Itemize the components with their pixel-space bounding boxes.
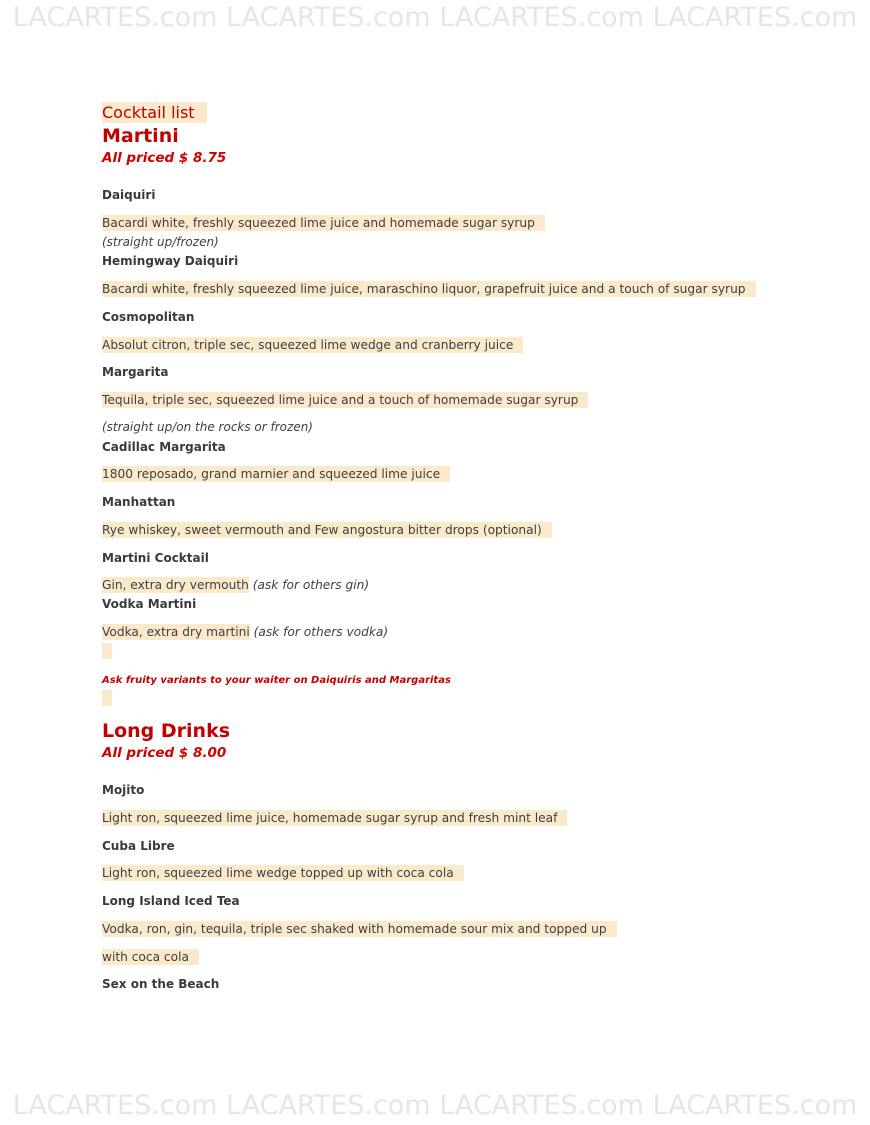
- watermark-top: LACARTES.com LACARTES.com LACARTES.com LACARTES.com: [12, 2, 858, 33]
- item-note-martini-cocktail: (ask for others gin): [252, 578, 370, 592]
- highlight-marker: [102, 643, 112, 663]
- item-name-martini-cocktail: Martini Cocktail: [102, 551, 209, 565]
- item-name-hemingway-daiquiri: Hemingway Daiquiri: [102, 254, 239, 268]
- watermark-bottom: LACARTES.com LACARTES.com LACARTES.com LACARTES.com: [12, 1090, 858, 1121]
- item-name-cosmopolitan: Cosmopolitan: [102, 310, 195, 324]
- item-name-cuba-libre: Cuba Libre: [102, 839, 175, 853]
- martini-price: All priced $ 8.75: [102, 150, 227, 166]
- item-name-cadillac-margarita: Cadillac Margarita: [102, 440, 226, 454]
- item-desc-cosmopolitan: Absolut citron, triple sec, squeezed lime wedge and cranberry juice: [102, 338, 523, 352]
- long-drinks-price: All priced $ 8.00: [102, 745, 227, 761]
- item-note-margarita: (straight up/on the rocks or frozen): [102, 420, 313, 434]
- item-desc-hemingway-daiquiri: Bacardi white, freshly squeezed lime juice, maraschino liquor, grapefruit juice and a touch of sugar syrup: [102, 282, 756, 296]
- item-name-mojito: Mojito: [102, 783, 145, 797]
- long-drinks-section-title: Long Drinks: [102, 720, 231, 742]
- item-note-vodka-martini: (ask for others vodka): [253, 625, 389, 639]
- item-name-long-island-iced-tea: Long Island Iced Tea: [102, 894, 240, 908]
- item-name-sex-on-the-beach: Sex on the Beach: [102, 977, 220, 991]
- cocktail-list-title: Cocktail list: [102, 103, 207, 122]
- highlight-marker: [102, 690, 112, 710]
- item-desc-martini-cocktail: Gin, extra dry vermouth (ask for others gin): [102, 578, 370, 592]
- item-desc-long-island-iced-tea: Vodka, ron, gin, tequila, triple sec shaked with homemade sour mix and topped up: [102, 922, 617, 936]
- item-name-daiquiri: Daiquiri: [102, 188, 156, 202]
- fruity-variants-note: Ask fruity variants to your waiter on Daiquiris and Margaritas: [102, 675, 451, 686]
- item-desc-long-island-iced-tea-cont: with coca cola: [102, 950, 199, 964]
- item-note-daiquiri: (straight up/frozen): [102, 235, 219, 249]
- item-desc-manhattan: Rye whiskey, sweet vermouth and Few angostura bitter drops (optional): [102, 523, 552, 537]
- item-name-manhattan: Manhattan: [102, 495, 176, 509]
- item-desc-margarita: Tequila, triple sec, squeezed lime juice and a touch of homemade sugar syrup: [102, 393, 588, 407]
- item-desc-cuba-libre: Light ron, squeezed lime wedge topped up with coca cola: [102, 866, 464, 880]
- item-desc-daiquiri: Bacardi white, freshly squeezed lime juice and homemade sugar syrup: [102, 216, 545, 230]
- martini-section-title: Martini: [102, 125, 179, 147]
- item-name-margarita: Margarita: [102, 365, 169, 379]
- item-name-vodka-martini: Vodka Martini: [102, 597, 197, 611]
- item-desc-cadillac-margarita: 1800 reposado, grand marnier and squeezed lime juice: [102, 467, 450, 481]
- item-desc-vodka-martini: Vodka, extra dry martini (ask for others vodka): [102, 625, 389, 639]
- item-desc-mojito: Light ron, squeezed lime juice, homemade sugar syrup and fresh mint leaf: [102, 811, 567, 825]
